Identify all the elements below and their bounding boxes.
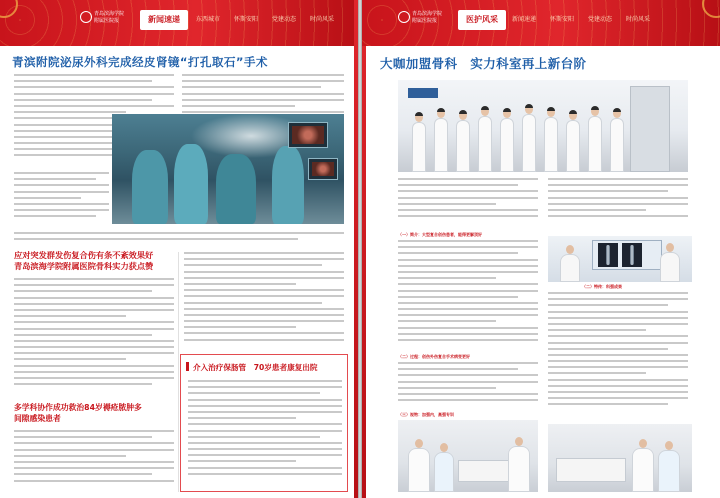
nav-item: 时尚风采: [626, 16, 651, 23]
article-body: [14, 278, 174, 396]
section-nav: [196, 14, 334, 23]
xray-review-photo: [548, 236, 692, 282]
article-body: [398, 240, 538, 352]
article-body: [14, 430, 174, 490]
right-page: [362, 0, 720, 498]
sub-label: （二）过程：创伤外伤复合手术病变更好: [398, 354, 470, 359]
surgery-photo: [112, 114, 344, 224]
nav-item: 党建动态: [588, 16, 613, 23]
nav-item: 党建动态: [272, 16, 297, 23]
page-headline: 大咖加盟骨科 实力科室再上新台阶: [380, 56, 587, 71]
hospital-logo-icon: [80, 11, 92, 23]
article-body: [548, 292, 688, 420]
sub-label: （三）视物：加强内，高强专训: [398, 412, 454, 417]
article-body: [14, 172, 109, 228]
article-title: 多学科协作成功救治84岁褥疮脓肿多 间隙感染患者: [14, 403, 142, 423]
nav-item: 东西城市: [196, 16, 221, 23]
ward-photo: [548, 424, 692, 492]
hospital-logo-icon: [398, 11, 410, 23]
article-title: 应对突发群发伤复合伤有条不紊效果好 青岛滨海学院附属医院骨科实力获点赞: [14, 250, 154, 271]
article-body: [14, 232, 344, 246]
nav-item: 新闻速递: [512, 16, 537, 23]
section-tab: 新闻速递: [140, 10, 188, 30]
photo-caption: （二）特传：科强成果: [582, 284, 622, 289]
article-body: [398, 178, 538, 230]
left-page: [0, 0, 358, 498]
team-photo: [398, 80, 688, 172]
page-headline: 青滨附院泌尿外科完成经皮肾镜“打孔取石”手术: [12, 55, 268, 69]
section-nav: [512, 14, 650, 23]
nav-item: 怀斯安阳: [550, 16, 575, 23]
section-tab: 医护风采: [458, 10, 506, 30]
hospital-logo: 青岛滨海学院 附属医院报: [398, 10, 452, 32]
article-body: [184, 252, 344, 350]
sub-label: （一）简介：大型复合创伤患者，能得更解顶好: [398, 232, 482, 237]
article-body: [188, 380, 342, 488]
article-body: [548, 178, 688, 230]
feature-box-title: 介入治疗保肠管 70岁患者康复出院: [186, 362, 317, 373]
left-header-band: [0, 0, 358, 46]
hospital-logo: 青岛滨海学院 附属医院报: [80, 10, 134, 32]
right-header-band: [362, 0, 720, 46]
nav-item: 时尚风采: [310, 16, 335, 23]
article-body: [398, 362, 538, 410]
ward-photo: [398, 420, 538, 492]
nav-item: 怀斯安阳: [234, 16, 259, 23]
